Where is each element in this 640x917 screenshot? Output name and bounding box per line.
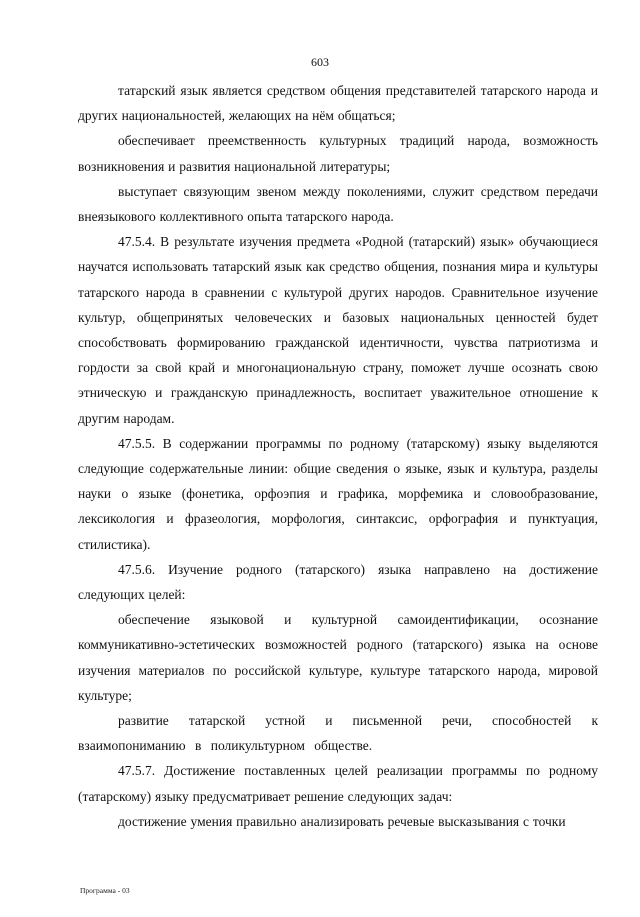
paragraph: достижение умения правильно анализировать речевые высказывания с точки <box>118 813 566 829</box>
paragraph: развитие татарской устной и письменной речи, способностей к взаимопониманию в поликультурном обществе. <box>78 713 598 754</box>
paragraph: 47.5.6. Изучение родного (татарского) языка направлено на достижение следующих целей: <box>78 561 598 603</box>
paragraph: 47.5.7. Достижение поставленных целей реализации программы по родному (татарскому) языку предусматривает решение следующих задач: <box>78 763 598 804</box>
paragraph: обеспечение языковой и культурной самоидентификации, осознание коммуникативно-эстетических возможностей родного (татарского) языка на основе изучения материалов по российской культуре, культуре татарского народа, мировой культуре; <box>78 612 598 703</box>
document-body <box>78 78 598 834</box>
page-number: 603 <box>311 55 329 69</box>
paragraph: обеспечивает преемственность культурных традиций народа, возможность возникновения и развития национальной литературы; <box>78 133 598 174</box>
footer-label: Программа - 03 <box>80 886 130 895</box>
paragraph: 47.5.4. В результате изучения предмета «Родной (татарский) язык» обучающиеся научатся использовать татарский язык как средство общения, познания мира и культуры татарского народа в сравнении с культурой других народов. Сравнительное изучение культур, общепринятых человеческих и базовых национальных ценностей будет способствовать формированию гражданской идентичности, чувства патриотизма и гордости за свой край и многонациональную страну, поможет лучше осознать свою этническую и гражданскую принадлежность, воспитает уважительное отношение к другим народам. <box>78 234 598 426</box>
paragraph: 47.5.5. В содержании программы по родному (татарскому) языку выделяются следующие содержательные линии: общие сведения о языке, язык и культура, разделы науки о языке (фонетика, орфоэпия и графика, морфемика и словообразование, лексикология и фразеология, морфология, синтаксис, орфография и пунктуация, стилистика). <box>78 435 598 552</box>
paragraph: татарский язык является средством общения представителей татарского народа и других национальностей, желающих на нём общаться; <box>78 83 598 124</box>
paragraph: выступает связующим звеном между поколениями, служит средством передачи внеязыкового коллективного опыта татарского народа. <box>78 183 598 225</box>
